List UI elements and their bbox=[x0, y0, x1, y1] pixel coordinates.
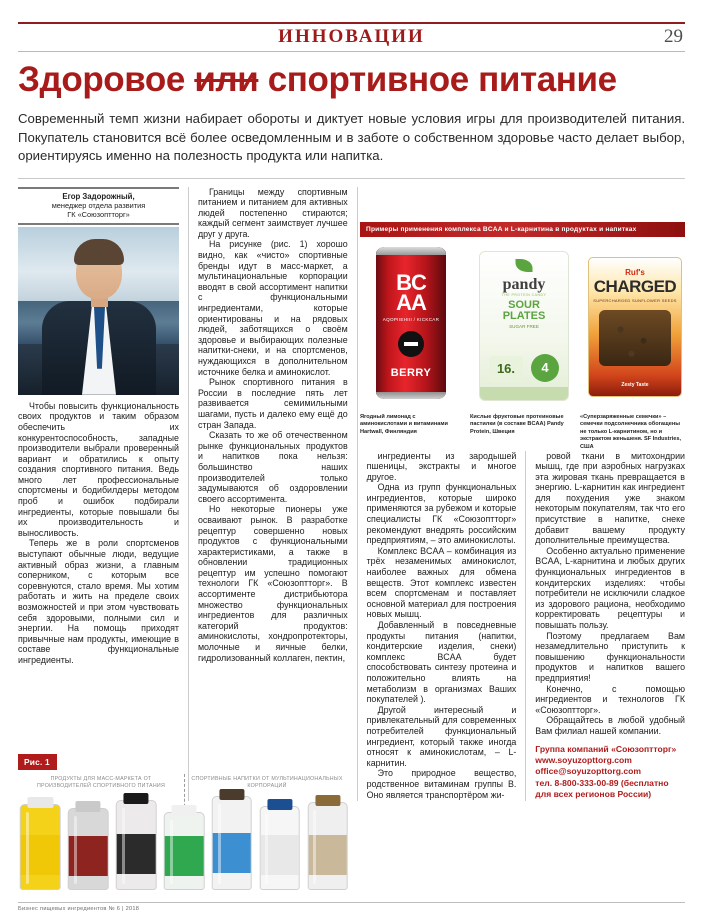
page-footer bbox=[18, 902, 685, 912]
figure-product-shelf bbox=[18, 794, 350, 890]
column-1 bbox=[18, 187, 179, 801]
pouch-brand: pandy bbox=[502, 276, 546, 293]
bottle-cap bbox=[124, 793, 149, 804]
footer-text: Бизнес пищевых ингредиентов № 6 | 2018 bbox=[18, 906, 140, 912]
paragraph: На рисунке (рис. 1) хорошо видно, как «чисто» спортивные бренды идут в масс-маркет, а мультинациональные корпорации вводят в свой ассортимент напитки с функциональными ингредиентами, которые ориентированы и на рядовых людей, заботящихся о своём здоровье и выбирающих полезные напитки-снеки, и на спортсменов, нуждающихся в дополнительном источнике белка и аминокислот. bbox=[197, 239, 348, 377]
can-top-rim bbox=[376, 247, 446, 255]
leaf-icon bbox=[516, 259, 533, 272]
bottle-highlight bbox=[218, 804, 221, 884]
bag-seeds-photo bbox=[599, 310, 671, 366]
figure-bottle bbox=[209, 794, 254, 890]
product-caption: Кислые фруктовые протеиновые пастилки (в составе BCAA) Pandy Protein, Швеция bbox=[470, 414, 564, 435]
author-card bbox=[18, 187, 179, 395]
paragraph: Одна из групп функциональных ингредиентов, которые широко применяются за рубежом и которые специалисты ГК «Союзоптторг» рекомендуют внедрять российским предприятиям, – это аминокислоты. bbox=[366, 482, 517, 546]
paragraph: Теперь же в роли спортсменов выступают обычные люди, ведущие активный образ жизни, а главным соперником, с которым все соревнуются, стало время. Мы хотим работать и жить на пределе своих возможностей и при этом чувствовать себя здоровыми, полными сил и энергии. На помощь приходят привычные нам продукты, имеющие в составе функциональные ингредиенты. bbox=[18, 538, 179, 665]
article-lede: Современный темп жизни набирает обороты и диктует новые условия игры для производителей питания. Покупатель становится всё более осведомленным и в заботе о собственном здоровье часто делает выбор, ориентируясь именно на полезность продукта или напитка. bbox=[18, 111, 685, 163]
bag-subtitle: SUPERCHARGED SUNFLOWER SEEDS bbox=[593, 298, 677, 303]
author-company: ГК «Союзоптторг» bbox=[67, 210, 130, 220]
paragraph: Добавленный в повседневные продукты питания (напитки, кондитерские изделия, снеки) комплекс BCAA будет способствовать синтезу протеина и положительно влиять на метаболизм в организмах Ваших покупателей ). bbox=[366, 620, 517, 705]
figure-bottle bbox=[162, 794, 207, 890]
headline-part-2: спортивное питание bbox=[258, 60, 617, 99]
bcaa-energy-can bbox=[376, 247, 446, 399]
paragraph: Обращайтесь в любой удобный Вам филиал нашей компании. bbox=[535, 715, 686, 736]
contact-company: Группа компаний «Союзоптторг» bbox=[535, 743, 677, 754]
contact-phone-note: для всех регионов России) bbox=[535, 789, 652, 800]
column-2 bbox=[198, 187, 348, 801]
author-role: менеджер отдела развития bbox=[51, 200, 146, 210]
bag-brand: CHARGED bbox=[593, 277, 677, 296]
product-examples-panel bbox=[360, 222, 685, 451]
author-photo bbox=[18, 227, 179, 395]
pouch-bottom-strip bbox=[480, 387, 568, 400]
bottle-highlight bbox=[74, 816, 77, 884]
product-image-charged-seeds bbox=[582, 243, 685, 408]
paragraph: Сказать то же об отечественном рынке функциональных продуктов и напитков пока нельзя: большинство наших производителей только задумываются об оздоровлении своего ассортимента. bbox=[197, 430, 348, 504]
paragraph: Рынок спортивного питания в России в последние пять лет развивается семимильными шагами, пусть и далеко ему ещё до стран Запада. bbox=[197, 377, 348, 430]
paragraph: Границы между спортивным питанием и питанием для активных людей постепенно стираются; каждый сегмент заимствует лучшее друг у друга. bbox=[197, 186, 348, 239]
masthead bbox=[18, 22, 685, 52]
pouch-tagline: THE PROTEIN CANDY bbox=[501, 293, 547, 297]
paragraph: Другой интересный и привлекательный для современных потребителей функциональный ингредиент, который также иногда относят к аминокислотам, – L-карнитин. bbox=[366, 704, 517, 768]
panel-title: Примеры применения комплекса BCAA и L-карнитина в продуктах и напитках bbox=[360, 222, 685, 237]
bottle-cap bbox=[219, 789, 244, 800]
product-image-pandy-pouch bbox=[471, 243, 574, 408]
pouch-product-name: SOUR PLATES bbox=[502, 299, 546, 322]
can-subtext: AQOPIIEHIII / KICKCAR bbox=[382, 317, 440, 322]
bottle-highlight bbox=[313, 810, 316, 884]
paragraph: ровой ткани в митохондрии мышц, где при аэробных нагрузках эта жировая ткань превращается в энергию. L-карнитин как ингредиент для похудения уже знаком некоторым покупателям, так что его присутствие в напитке, снеке добавит вашему продукту дополнительные преимущества. bbox=[535, 450, 686, 546]
author-info bbox=[18, 189, 179, 223]
paragraph: Конечно, с помощью ингредиентов и технологов ГК «Союзоптторг». bbox=[535, 683, 686, 715]
paragraph: Это природное вещество, родственное витаминам группы B. Оно является транспортёром жи- bbox=[366, 768, 517, 800]
figure-bottle bbox=[257, 794, 302, 890]
magazine-page bbox=[0, 22, 703, 922]
bag-top-brand: Ruf's bbox=[625, 268, 645, 277]
author-name: Егор Задорожный, bbox=[62, 191, 135, 201]
footer-rule bbox=[18, 902, 685, 903]
figure-tag: Рис. 1 bbox=[18, 754, 57, 770]
can-flavor-text: BERRY bbox=[390, 367, 432, 379]
figure-caption-left: ПРОДУКТЫ ДЛЯ МАСС-МАРКЕТА ОТ ПРОИЗВОДИТЕЛЕЙ СПОРТИВНОГО ПИТАНИЯ bbox=[36, 776, 166, 789]
page-number: 29 bbox=[664, 26, 683, 47]
column-divider bbox=[525, 451, 526, 801]
bag-flavor: Zesty Taste bbox=[621, 382, 649, 388]
article-headline bbox=[18, 60, 685, 100]
bottle-cap bbox=[171, 805, 196, 816]
contact-website[interactable]: www.soyuzopttorg.com bbox=[535, 754, 632, 765]
can-emblem-icon bbox=[398, 331, 424, 357]
lede-divider bbox=[18, 178, 685, 179]
bottle-highlight bbox=[122, 808, 125, 884]
product-caption: Ягодный лимонад с аминокислотами и витаминами Hartwall, Финляндия bbox=[360, 414, 448, 435]
figure-bottle bbox=[66, 794, 111, 890]
paragraph: Чтобы повысить функциональность своих продуктов и таким образом обеспечить их конкурентоспособность, западные производители выбрали проверенный вариант и обратились к опыту создания спортивного питания. Ведь много лет профессиональные спортсмены и бодибилдеры методом проб и ошибок подбирали ингредиенты, которые повышали бы их производительность и выносливость. bbox=[18, 400, 179, 538]
paragraph: Но некоторые пионеры уже осваивают рынок. В разработке рецептур совершенно новых продуктов с функциональными характеристиками, а также в обновлении традиционных рецептур им успешно помогают технологи ГК «Союзоптторг». В ассортименте дистрибьютора множество функциональных ингредиентов для различных категорий продуктов: аминокислоты, хондропротекторы, молочные и яичные белки, гидролизованный коллаген, пектин, bbox=[197, 504, 348, 663]
bottle-highlight bbox=[170, 820, 173, 884]
author-rule-bottom bbox=[18, 223, 179, 225]
column-divider bbox=[357, 187, 358, 801]
figure-1 bbox=[18, 752, 350, 890]
bottle-cap bbox=[28, 797, 53, 808]
pouch-sugarfree-label: SUGAR FREE bbox=[509, 324, 539, 329]
pouch-count-badge: 4 bbox=[531, 354, 559, 382]
headline-struck-word: или bbox=[194, 60, 259, 99]
product-captions bbox=[360, 414, 685, 451]
paragraph: Комплекс BCAA – комбинация из трёх незаменимых аминокислот, наиболее важных для обмена веществ. Этот комплекс известен всем спортсменам и поставляет основной материал для построения новых мышц. bbox=[366, 545, 517, 620]
pandy-protein-pouch bbox=[479, 251, 569, 401]
product-image-bcaa-can bbox=[360, 243, 463, 408]
paragraph: Поэтому предлагаем Вам незамедлительно приступить к повышению функциональности продуктов и напитков вашего предприятия! bbox=[535, 630, 686, 683]
paragraph: Особенно актуально применение BCAA, L-карнитина и любых других функциональных ингредиентов в кондитерских изделиях: чтобы потребители не исключили сладкое из здорового рациона, необходимо корректировать рецептуры и повышать пользу. bbox=[535, 545, 686, 630]
bottle-cap bbox=[267, 799, 292, 810]
figure-caption-right: СПОРТИВНЫЕ НАПИТКИ ОТ МУЛЬТИНАЦИОНАЛЬНЫХ КОРПОРАЦИЙ bbox=[191, 776, 343, 789]
masthead-bottom-rule bbox=[18, 51, 685, 52]
bottle-cap bbox=[315, 795, 340, 806]
contact-block bbox=[535, 744, 685, 801]
paragraph: ингредиенты из зародышей пшеницы, экстракты и многое другое. bbox=[366, 450, 517, 482]
figure-captions bbox=[18, 776, 350, 790]
figure-bottle bbox=[18, 794, 63, 890]
bottle-highlight bbox=[26, 812, 29, 884]
can-brand-line: BC AA bbox=[396, 270, 426, 315]
product-image-row bbox=[360, 243, 685, 408]
product-caption: «Суперзаряженные семечки» – семечки подсолнечника обогащены не только L-карнитином, но и экстрактом женьшеня. SF Industries, США bbox=[580, 414, 682, 450]
headline-part-1: Здоровое bbox=[18, 60, 195, 99]
contact-email[interactable]: office@soyuzopttorg.com bbox=[535, 766, 642, 777]
bottle-cap bbox=[76, 801, 101, 812]
can-bottom-rim bbox=[376, 392, 446, 399]
section-title: ИННОВАЦИИ bbox=[278, 26, 425, 47]
figure-bottle bbox=[305, 794, 350, 890]
column-divider bbox=[188, 187, 189, 801]
pouch-protein-badge: 16. bbox=[489, 356, 523, 382]
contact-phone: тел. 8-800-333-00-89 (бесплатно bbox=[535, 777, 669, 788]
figure-bottle bbox=[114, 794, 159, 890]
charged-seeds-bag bbox=[588, 257, 682, 397]
